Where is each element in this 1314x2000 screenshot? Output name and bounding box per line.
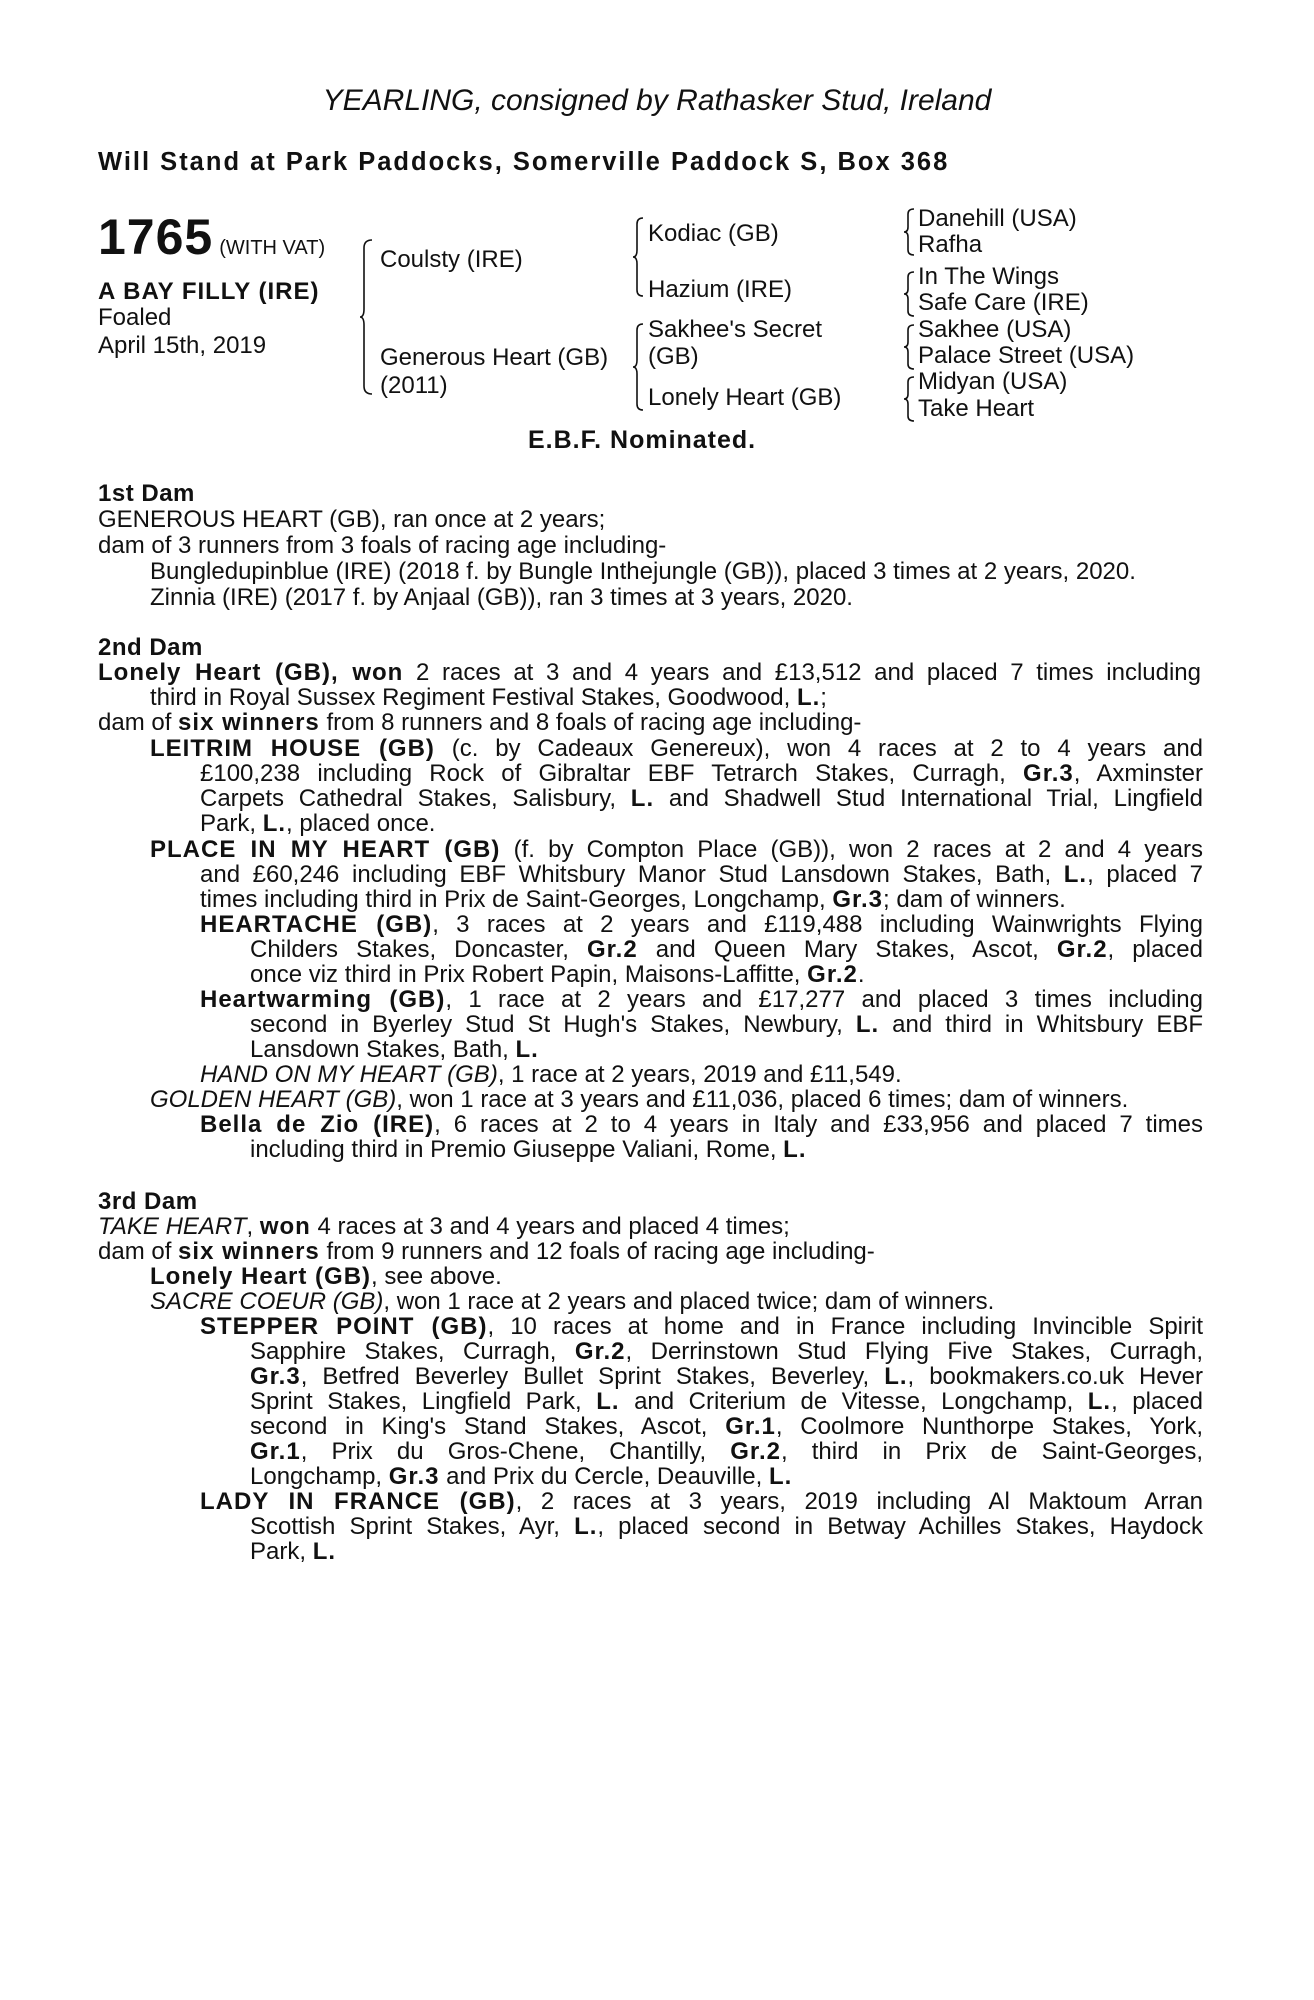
third-dam-line-2: dam of six winners from 9 runners and 12 foals of racing age including-	[98, 1238, 875, 1265]
second-dam-line-12: Childers Stakes, Doncaster, Gr.2 and Queen Mary Stakes, Ascot, Gr.2, placed	[250, 936, 1203, 963]
second-dam-line-17: HAND ON MY HEART (GB), 1 race at 2 years, 2019 and £11,549.	[200, 1061, 902, 1088]
pedigree-brace-5	[904, 270, 916, 318]
second-dam-line-2: third in Royal Sussex Regiment Festival Stakes, Goodwood, L.;	[150, 684, 827, 711]
lot-header	[98, 208, 325, 266]
lot-vat: (WITH VAT)	[219, 237, 326, 259]
second-dam-line-9: and £60,246 including EBF Whitsbury Manor Stud Lansdown Stakes, Bath, L., placed 7	[200, 861, 1204, 888]
pedigree-sire-dam: Hazium (IRE)	[648, 276, 793, 303]
second-dam-line-5: £100,238 including Rock of Gibraltar EBF Tetrarch Stakes, Curragh, Gr.3, Axminster	[200, 760, 1204, 787]
second-dam-line-13: once viz third in Prix Robert Papin, Maisons-Laffitte, Gr.2.	[250, 961, 865, 988]
pedigree-g3: In The Wings	[918, 263, 1059, 290]
third-dam-line-13: Scottish Sprint Stakes, Ayr, L., placed second in Betway Achilles Stakes, Haydock	[250, 1513, 1203, 1540]
first-dam-line-3: Bungledupinblue (IRE) (2018 f. by Bungle Inthejungle (GB)), placed 3 times at 2 years, 2020.	[150, 558, 1136, 585]
third-dam-line-4: SACRE COEUR (GB), won 1 race at 2 years and placed twice; dam of winners.	[150, 1288, 995, 1315]
pedigree-g8: Take Heart	[918, 395, 1035, 422]
third-dam-line-8: Sprint Stakes, Lingfield Park, L. and Criterium de Vitesse, Longchamp, L., placed	[250, 1388, 1203, 1415]
third-dam-line-3: Lonely Heart (GB), see above.	[150, 1263, 502, 1290]
third-dam-line-7: Gr.3, Betfred Beverley Bullet Sprint Stakes, Beverley, L., bookmakers.co.uk Hever	[250, 1363, 1203, 1390]
pedigree-g6: Palace Street (USA)	[918, 342, 1135, 369]
pedigree-dam-sire-line1: Sakhee's Secret	[648, 316, 823, 343]
pedigree-g1: Danehill (USA)	[918, 205, 1077, 232]
second-dam-line-6: Carpets Cathedral Stakes, Salisbury, L. and Shadwell Stud International Trial, Lingfield	[200, 785, 1203, 812]
third-dam-line-9: second in King's Stand Stakes, Ascot, Gr.1, Coolmore Nunthorpe Stakes, York,	[250, 1413, 1204, 1440]
third-dam-line-5: STEPPER POINT (GB), 10 races at home and in France including Invincible Spirit	[200, 1313, 1204, 1340]
first-dam-line-1: GENEROUS HEART (GB), ran once at 2 years;	[98, 506, 606, 533]
lot-number: 1765	[98, 209, 214, 265]
second-dam-line-15: second in Byerley Stud St Hugh's Stakes, Newbury, L. and third in Whitsbury EBF	[250, 1011, 1203, 1038]
second-dam-line-19: Bella de Zio (IRE), 6 races at 2 to 4 years in Italy and £33,956 and placed 7 times	[200, 1111, 1203, 1138]
pedigree-sire-sire: Kodiac (GB)	[648, 220, 779, 247]
second-dam-line-11: HEARTACHE (GB), 3 races at 2 years and £119,488 including Wainwrights Flying	[200, 911, 1203, 938]
third-dam-line-11: Longchamp, Gr.3 and Prix du Cercle, Deauville, L.	[250, 1463, 793, 1490]
pedigree-brace-7	[904, 375, 916, 423]
second-dam-line-3: dam of six winners from 8 runners and 8 foals of racing age including-	[98, 709, 862, 736]
pedigree-g5: Sakhee (USA)	[918, 316, 1072, 343]
foaled-date: April 15th, 2019	[98, 332, 267, 359]
third-dam-line-10: Gr.1, Prix du Gros-Chene, Chantilly, Gr.2, third in Prix de Saint-Georges,	[250, 1438, 1203, 1465]
foaled-label: Foaled	[98, 304, 172, 331]
pedigree-sire: Coulsty (IRE)	[380, 246, 523, 273]
pedigree-dam-line2: (2011)	[380, 372, 448, 399]
pedigree-g4: Safe Care (IRE)	[918, 289, 1089, 316]
second-dam-line-1: Lonely Heart (GB), won 2 races at 3 and 4 years and £13,512 and placed 7 times including	[98, 659, 1201, 686]
pedigree-brace-3	[633, 322, 645, 412]
pedigree-brace-6	[904, 323, 916, 371]
horse-name: A BAY FILLY (IRE)	[98, 278, 320, 305]
consignment-line: YEARLING, consigned by Rathasker Stud, Ireland	[322, 84, 992, 117]
stand-location: Will Stand at Park Paddocks, Somerville Paddock S, Box 368	[98, 148, 950, 176]
third-dam-heading: 3rd Dam	[98, 1188, 198, 1215]
second-dam-line-20: including third in Premio Giuseppe Valiani, Rome, L.	[250, 1136, 807, 1163]
third-dam-line-6: Sapphire Stakes, Curragh, Gr.2, Derrinstown Stud Flying Five Stakes, Curragh,	[250, 1338, 1203, 1365]
first-dam-line-4: Zinnia (IRE) (2017 f. by Anjaal (GB)), ran 3 times at 3 years, 2020.	[150, 584, 853, 611]
ebf-nominated: E.B.F. Nominated.	[528, 426, 757, 454]
pedigree-brace-4	[904, 207, 916, 257]
pedigree-dam-dam: Lonely Heart (GB)	[648, 384, 842, 411]
pedigree-g7: Midyan (USA)	[918, 368, 1068, 395]
second-dam-line-16: Lansdown Stakes, Bath, L.	[250, 1036, 539, 1063]
second-dam-line-4: LEITRIM HOUSE (GB) (c. by Cadeaux Genereux), won 4 races at 2 to 4 years and	[150, 735, 1204, 762]
pedigree-dam-line1: Generous Heart (GB)	[380, 344, 609, 371]
second-dam-line-14: Heartwarming (GB), 1 race at 2 years and £17,277 and placed 3 times including	[200, 986, 1203, 1013]
third-dam-line-12: LADY IN FRANCE (GB), 2 races at 3 years, 2019 including Al Maktoum Arran	[200, 1488, 1203, 1515]
second-dam-line-7: Park, L., placed once.	[200, 810, 436, 837]
third-dam-line-14: Park, L.	[250, 1538, 337, 1565]
pedigree-brace-1	[360, 238, 374, 396]
second-dam-line-8: PLACE IN MY HEART (GB) (f. by Compton Place (GB)), won 2 races at 2 and 4 years	[150, 836, 1203, 863]
third-dam-line-1: TAKE HEART, won 4 races at 3 and 4 years and placed 4 times;	[98, 1213, 790, 1240]
pedigree-brace-2	[633, 216, 645, 298]
second-dam-heading: 2nd Dam	[98, 634, 203, 661]
second-dam-line-10: times including third in Prix de Saint-Georges, Longchamp, Gr.3; dam of winners.	[200, 886, 1066, 913]
first-dam-line-2: dam of 3 runners from 3 foals of racing age including-	[98, 532, 667, 559]
first-dam-heading: 1st Dam	[98, 480, 195, 507]
pedigree-dam-sire-line2: (GB)	[648, 343, 699, 370]
pedigree-g2: Rafha	[918, 231, 983, 258]
second-dam-line-18: GOLDEN HEART (GB), won 1 race at 3 years and £11,036, placed 6 times; dam of winners.	[150, 1086, 1129, 1113]
